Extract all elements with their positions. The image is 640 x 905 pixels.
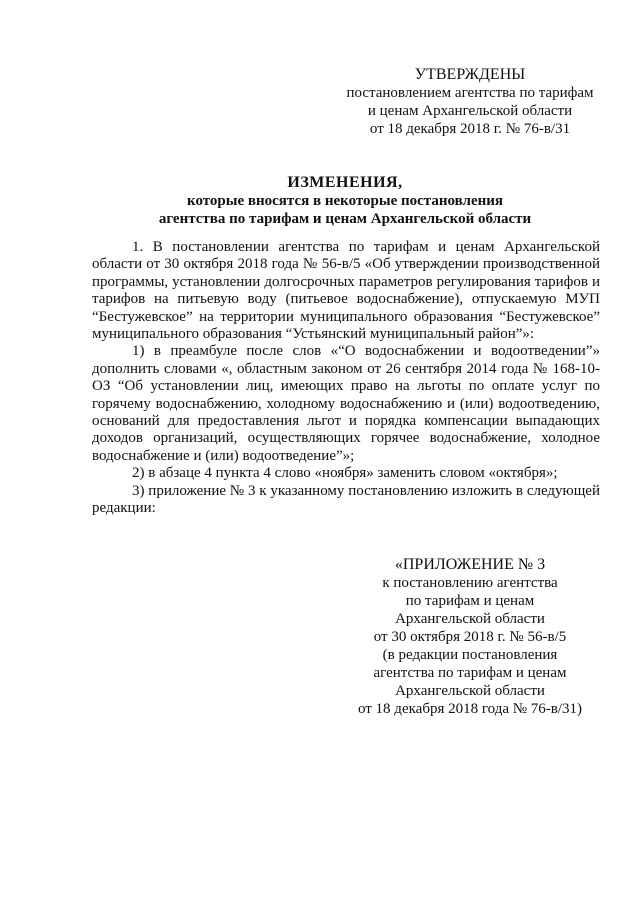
- paragraph: 3) приложение № 3 к указанному постановлению изложить в следующей редакции:: [92, 482, 600, 517]
- title-main: ИЗМЕНЕНИЯ,: [287, 174, 403, 191]
- paragraph: 1. В постановлении агентства по тарифам и ценам Архангельской области от 30 октября 2018 года № 56-в/5 «Об утверждении производственной программы, установлении долгосрочных параметров регулирования тарифов и тарифов на питьевую воду (питьевое водоснабжение), отпускаемую МУП “Бестужевское” на территории муниципального образования “Бестужевское” муниципального образования “Устьянский муниципальный район”»:: [92, 239, 600, 343]
- approval-stamp: [330, 66, 610, 138]
- document-body: [92, 239, 600, 518]
- document-title: [90, 174, 600, 228]
- approval-heading: УТВЕРЖДЕНЫ: [414, 66, 526, 83]
- approval-line: и ценам Архангельской области: [367, 103, 573, 119]
- appendix-heading: «ПРИЛОЖЕНИЕ № 3: [394, 556, 546, 573]
- appendix-line: агентства по тарифам и ценам: [373, 665, 567, 681]
- paragraph: 1) в преамбуле после слов «“О водоснабжении и водоотведении”» дополнить словами «, областным законом от 26 сентября 2014 года № 168-10-ОЗ “Об установлении лиц, имеющих право на льготы по оплате услуг по горячему водоснабжению, холодному водоснабжению и (или) водоотведению, оснований для предоставления льгот и порядка компенсации выпадающих доходов организаций, осуществляющих горячее водоснабжение, холодное водоснабжение и (или) водоотведение”»;: [92, 343, 600, 464]
- appendix-line: по тарифам и ценам: [405, 593, 535, 609]
- appendix-line: Архангельской области: [395, 683, 545, 699]
- appendix-header: [330, 556, 610, 718]
- title-subtitle: агентства по тарифам и ценам Архангельской области: [158, 211, 532, 227]
- paragraph: 2) в абзаце 4 пункта 4 слово «ноября» заменить словом «октября»;: [132, 465, 558, 482]
- appendix-line: от 30 октября 2018 г. № 56-в/5: [373, 629, 567, 645]
- title-subtitle: которые вносятся в некоторые постановления: [187, 193, 503, 209]
- approval-line: от 18 декабря 2018 г. № 76-в/31: [369, 121, 571, 137]
- appendix-line: от 18 декабря 2018 года № 76-в/31): [357, 701, 583, 717]
- appendix-line: (в редакции постановления: [382, 647, 558, 663]
- approval-line: постановлением агентства по тарифам: [346, 85, 594, 101]
- appendix-line: к постановлению агентства: [382, 575, 558, 591]
- appendix-line: Архангельской области: [395, 611, 545, 627]
